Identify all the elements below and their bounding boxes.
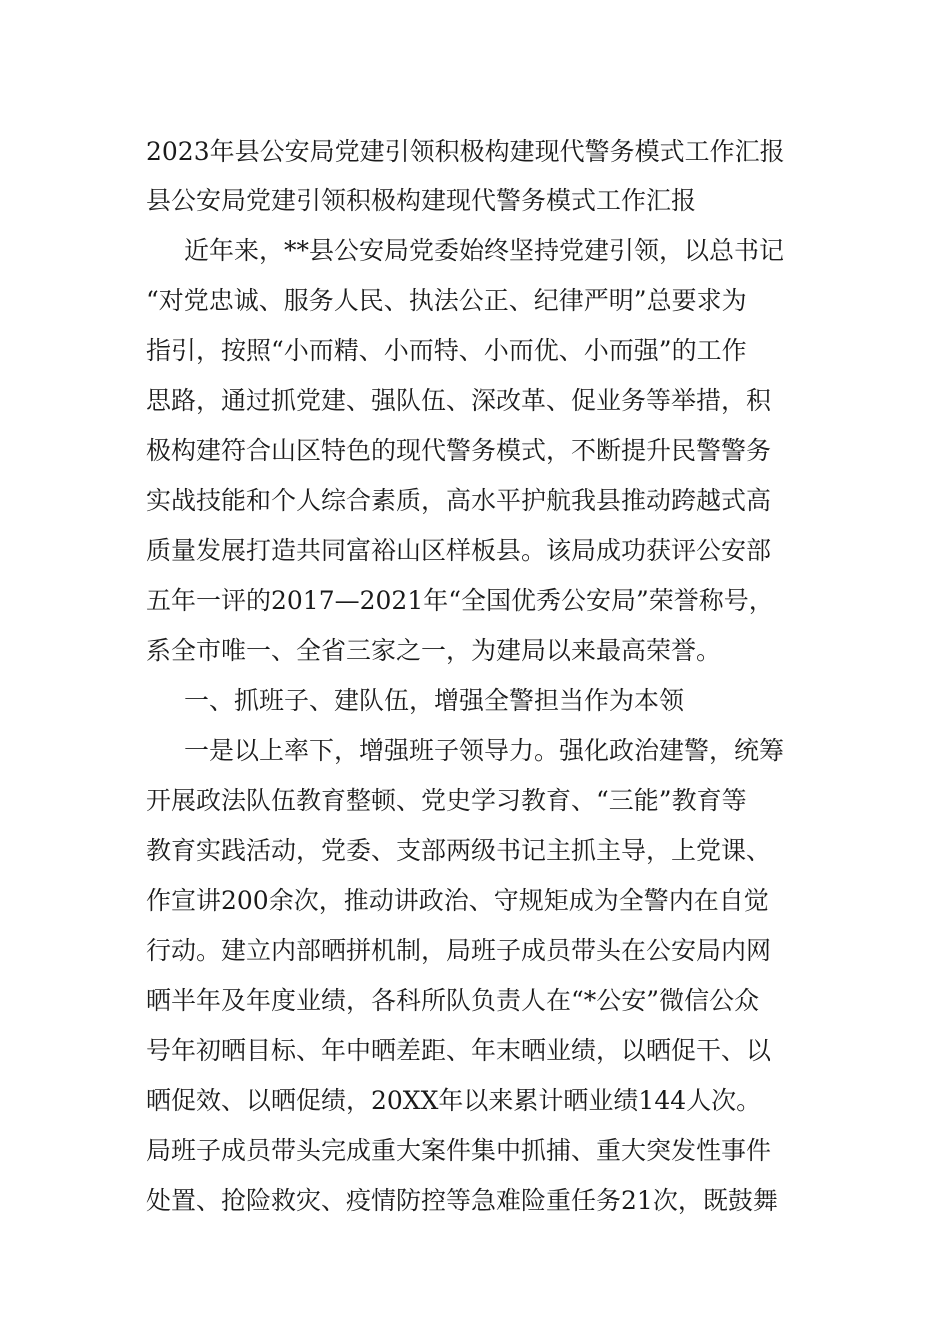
paragraph-line: 实战技能和个人综合素质，高水平护航我县推动跨越式高 (146, 486, 772, 515)
section-heading: 一、抓班子、建队伍，增强全警担当作为本领 (184, 686, 685, 715)
paragraph-line: 指引，按照“小而精、小而特、小而优、小而强”的工作 (146, 336, 747, 365)
paragraph-line: 质量发展打造共同富裕山区样板县。该局成功获评公安部 (146, 536, 772, 565)
paragraph-line: 晒半年及年度业绩，各科所队负责人在“*公安”微信公众 (146, 986, 760, 1015)
paragraph-line: 一是以上率下，增强班子领导力。强化政治建警，统筹 (184, 736, 785, 765)
paragraph-line: 思路，通过抓党建、强队伍、深改革、促业务等举措，积 (146, 386, 772, 415)
paragraph-line: 行动。建立内部晒拼机制，局班子成员带头在公安局内网 (146, 936, 772, 965)
paragraph-line: 局班子成员带头完成重大案件集中抓捕、重大突发性事件 (146, 1136, 772, 1165)
paragraph-line: 近年来，**县公安局党委始终坚持党建引领，以总书记 (184, 236, 785, 265)
paragraph-line: 作宣讲200余次，推动讲政治、守规矩成为全警内在自觉 (146, 886, 769, 915)
paragraph-line: 系全市唯一、全省三家之一，为建局以来最高荣誉。 (146, 636, 722, 665)
document-subtitle: 县公安局党建引领积极构建现代警务模式工作汇报 (146, 186, 697, 215)
paragraph-line: 开展政法队伍教育整顿、党史学习教育、“三能”教育等 (146, 786, 747, 815)
document-title: 2023年县公安局党建引领积极构建现代警务模式工作汇报 (146, 137, 785, 166)
paragraph-line: 五年一评的2017—2021年“全国优秀公安局”荣誉称号， (146, 586, 774, 615)
paragraph-line: 号年初晒目标、年中晒差距、年末晒业绩，以晒促干、以 (146, 1036, 772, 1065)
paragraph-line: 教育实践活动，党委、支部两级书记主抓主导，上党课、 (146, 836, 772, 865)
paragraph-line: 处置、抢险救灾、疫情防控等急难险重任务21次，既鼓舞 (146, 1186, 778, 1215)
paragraph-line: “对党忠诚、服务人民、执法公正、纪律严明”总要求为 (146, 286, 747, 315)
paragraph-line: 晒促效、以晒促绩，20XX年以来累计晒业绩144人次。 (146, 1086, 762, 1115)
paragraph-line: 极构建符合山区特色的现代警务模式，不断提升民警警务 (146, 436, 772, 465)
